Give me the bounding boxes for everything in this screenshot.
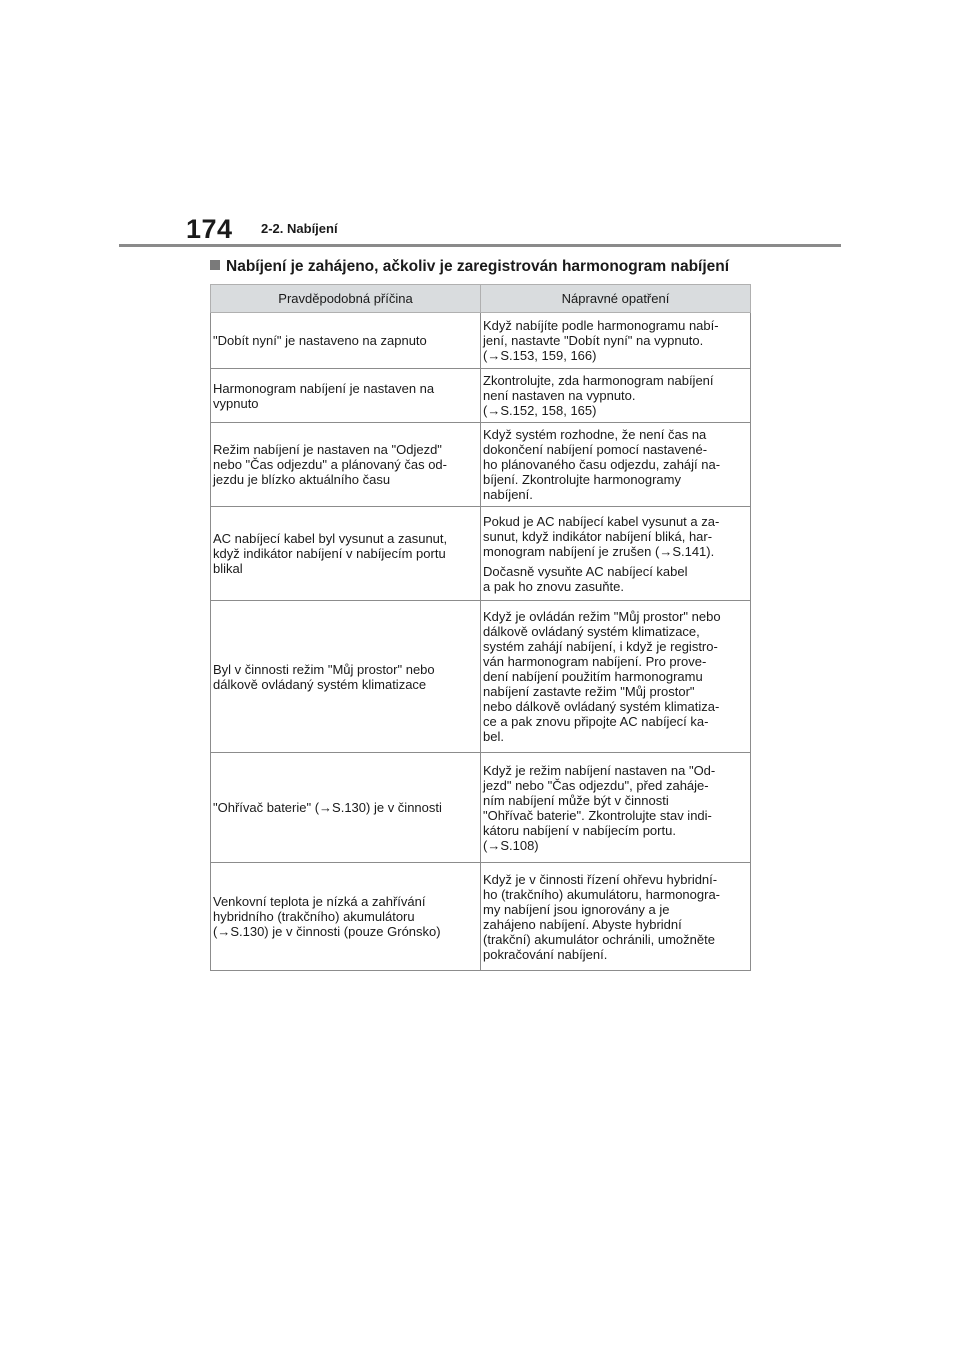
fix-cell bbox=[481, 601, 751, 753]
fix-text: Když je režim nabíjení nastaven na "Od- jezd" nebo "Čas odjezdu", před zahájе- ním nabíjení může být v činnosti "Ohřívač baterie". Zkontrolujte stav indi- kátoru nabíjení v nabíjecím portu. (→S.108) bbox=[483, 762, 716, 853]
square-bullet-icon bbox=[210, 260, 220, 270]
cause-cell bbox=[211, 313, 481, 369]
cause-text: "Dobít nyní" je nastaveno na zapnuto bbox=[213, 333, 427, 348]
fix-cell bbox=[481, 369, 751, 423]
header-divider bbox=[119, 244, 841, 247]
cause-cell bbox=[211, 369, 481, 423]
cause-cell bbox=[211, 753, 481, 863]
fix-cell bbox=[481, 313, 751, 369]
column-header-fix: Nápravné opatření bbox=[481, 285, 751, 313]
fix-text: Když systém rozhodne, že není čas na dokončení nabíjení pomocí nastavené- ho plánovaného času odjezdu, zahájí na- bíjení. Zkontrolujte harmonogramy nabíjení. bbox=[483, 427, 721, 502]
cause-text: Harmonogram nabíjení je nastaven na vypnuto bbox=[213, 380, 435, 411]
subsection-heading bbox=[210, 258, 729, 276]
section-title: 2-2. Nabíjení bbox=[261, 221, 338, 236]
cause-text: "Ohřívač baterie" (→S.130) je v činnosti bbox=[213, 800, 442, 815]
column-header-cause: Pravděpodobná příčina bbox=[211, 285, 481, 313]
fix-cell bbox=[481, 507, 751, 601]
fix-text: Když nabíjíte podle harmonogramu nabí- jení, nastavte "Dobít nyní" na vypnuto. (→S.153, 159, 166) bbox=[483, 318, 719, 363]
fix-cell bbox=[481, 423, 751, 507]
page-number: 174 bbox=[186, 214, 233, 244]
fix-cell bbox=[481, 863, 751, 971]
cause-cell bbox=[211, 863, 481, 971]
fix-text: Když je ovládán režim "Můj prostor" nebo dálkově ovládaný systém klimatizace, systém zahájí nabíjení, i když je registro- ván harmonogram nabíjení. Pro prove- dení nabíjení použitím harmonogramu nabíjení zastavte režim "Můj prostor" nebo dálkově ovládaný systém klimatiza- ce a pak znovu připojte AC nabíjecí ka- bel. bbox=[483, 609, 721, 744]
table-row bbox=[211, 601, 751, 753]
cause-cell bbox=[211, 507, 481, 601]
cause-text: Venkovní teplota je nízká a zahřívání hybridního (trakčního) akumulátoru (→S.130) je v činnosti (pouze Grónsko) bbox=[213, 894, 441, 939]
fix-text: Pokud je AC nabíjecí kabel vysunut a za- sunut, když indikátor nabíjení bliká, har- monogram nabíjení je zrušen (→S.141). bbox=[483, 513, 720, 559]
cause-text: Režim nabíjení je nastaven na "Odjezd" nebo "Čas odjezdu" a plánovaný čas od- jezdu je blízko aktuálního času bbox=[213, 442, 447, 487]
table-row bbox=[211, 423, 751, 507]
table-row bbox=[211, 863, 751, 971]
fix-text: Dočasně vysuňte AC nabíjecí kabel a pak ho znovu zasuňte. bbox=[483, 563, 688, 594]
cause-text: Byl v činnosti režim "Můj prostor" nebo dálkově ovládaný systém klimatizace bbox=[213, 661, 435, 692]
fix-text: Když je v činnosti řízení ohřevu hybridní- ho (trakčního) akumulátoru, harmonogra- my nabíjení jsou ignorovány a je zahájeno nabíjení. Abyste hybridní (trakční) akumulátor ochránili, umožněte pokračování nabíjení. bbox=[483, 871, 721, 962]
table-row bbox=[211, 507, 751, 601]
table-row bbox=[211, 313, 751, 369]
cause-cell bbox=[211, 601, 481, 753]
cause-cell bbox=[211, 423, 481, 507]
table-row bbox=[211, 753, 751, 863]
table-header-row bbox=[211, 285, 751, 313]
table-row bbox=[211, 369, 751, 423]
fix-text: Zkontrolujte, zda harmonogram nabíjení není nastaven na vypnuto. (→S.152, 158, 165) bbox=[483, 373, 714, 418]
subsection-heading-text: Nabíjení je zahájeno, ačkoliv je zaregistrován harmonogram nabíjení bbox=[226, 258, 730, 275]
fix-cell bbox=[481, 753, 751, 863]
table-body bbox=[211, 313, 751, 971]
troubleshooting-table bbox=[210, 284, 751, 971]
cause-text: AC nabíjecí kabel byl vysunut a zasunut, když indikátor nabíjení v nabíjecím portu blikal bbox=[213, 531, 448, 576]
